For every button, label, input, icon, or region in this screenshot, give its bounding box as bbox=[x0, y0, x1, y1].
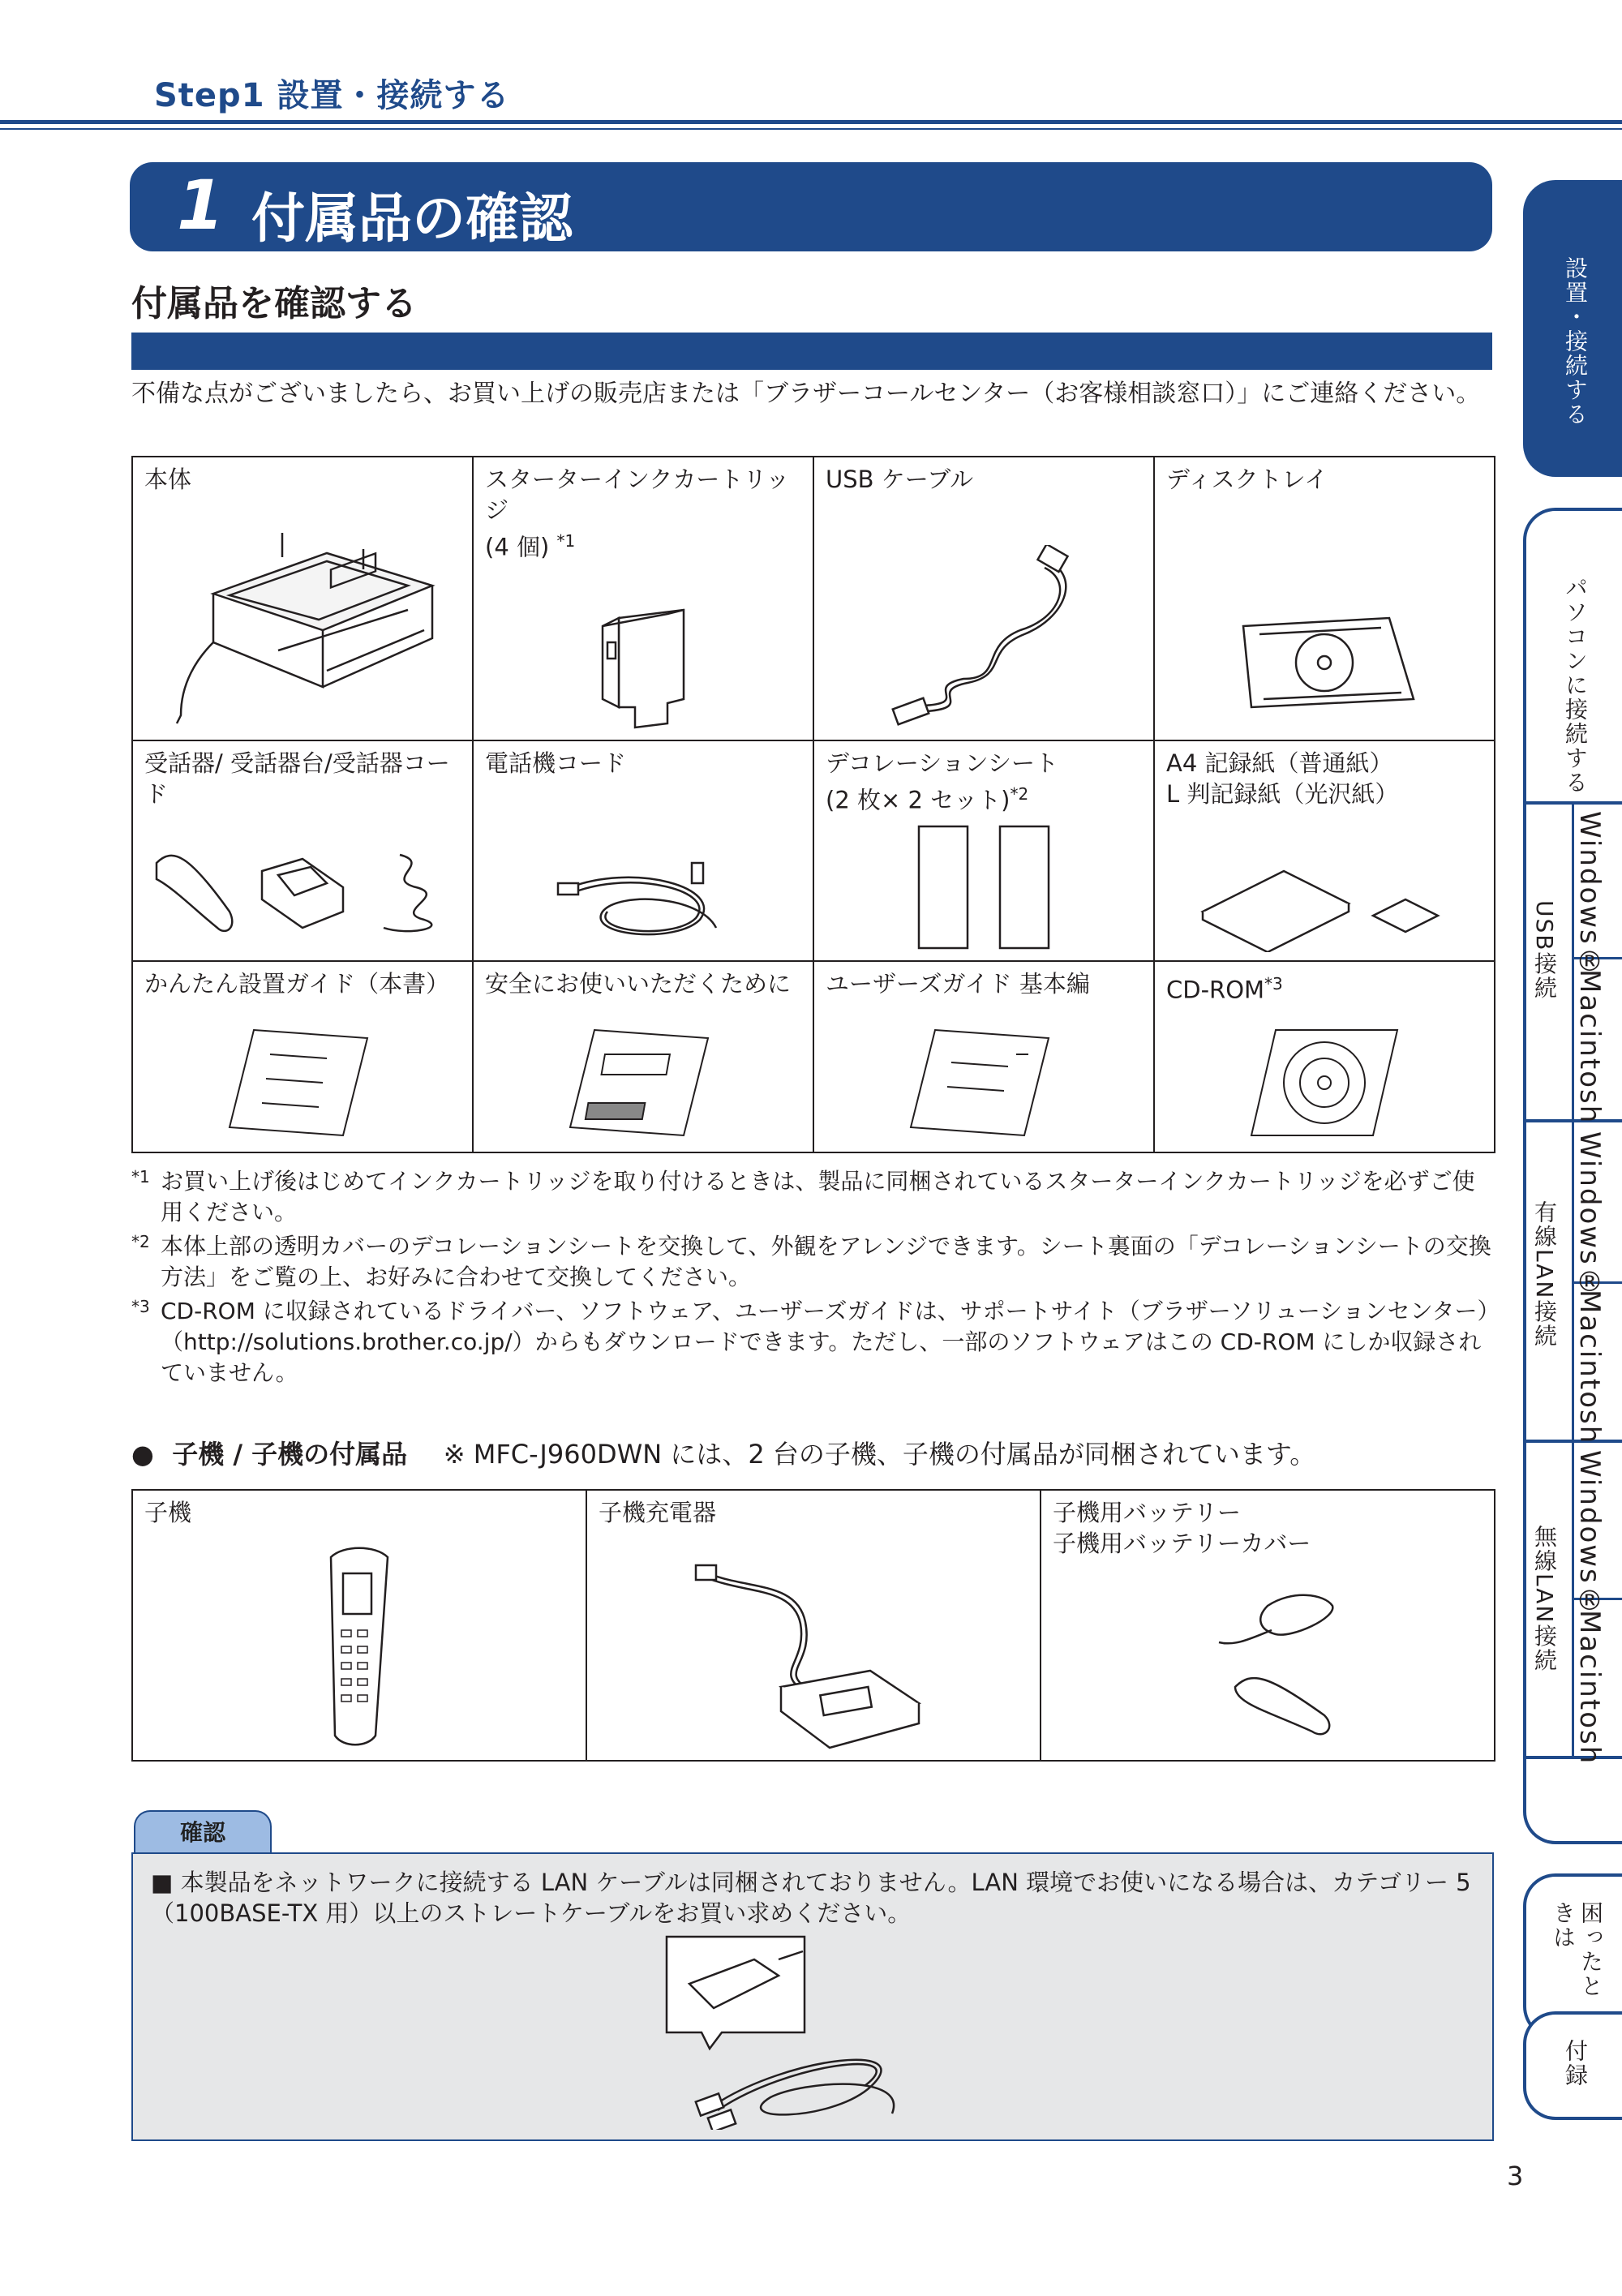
handset-table bbox=[131, 1489, 1495, 1762]
accessory-label: スターターインクカートリッジ bbox=[485, 466, 790, 524]
accessory-label-2: (4 個) $^{*1}$ bbox=[485, 531, 576, 561]
footnote-1: *1 お買い上げ後はじめてインクカートリッジを取り付けるときは、製品に同梱されているスターターインクカートリッジを必ずご使用ください。 bbox=[131, 1167, 1475, 1225]
accessory-usb-cable bbox=[813, 457, 1154, 740]
step-header: Step1 設置・接続する bbox=[154, 77, 510, 114]
handset-item-handset bbox=[132, 1490, 586, 1761]
accessory-label-2: (2 枚× 2 セット)$^{*2}$ bbox=[826, 784, 1029, 814]
accessory-label: かんたん設置ガイド（本書） bbox=[144, 970, 450, 998]
accessory-main-unit bbox=[132, 457, 473, 740]
accessory-label: CD-ROM$^{*3}$ bbox=[1166, 974, 1283, 1004]
accessory-user-guide bbox=[813, 961, 1154, 1152]
ink-cartridge-icon bbox=[474, 586, 813, 732]
handset-item-battery bbox=[1041, 1490, 1495, 1761]
tab-pc-connect[interactable]: パソコンに接続する bbox=[1523, 508, 1622, 1844]
accessory-paper bbox=[1154, 740, 1495, 961]
tab-wireless-macintosh[interactable]: Macintosh bbox=[1573, 1610, 1606, 1766]
confirm-label: 確認 bbox=[134, 1810, 272, 1854]
accessory-label: ディスクトレイ bbox=[1166, 466, 1328, 493]
receiver-set-icon bbox=[133, 839, 472, 952]
wireless-label: 無線LAN接続 bbox=[1531, 1525, 1558, 1673]
accessory-disc-tray bbox=[1154, 457, 1495, 740]
booklet-icon bbox=[474, 1022, 813, 1144]
handset-label: 子機 bbox=[144, 1499, 192, 1526]
confirm-text: ■ 本製品をネットワークに接続する LAN ケーブルは同梱されておりません。LAN 環境でお使いになる場合は、カテゴリー 5（100BASE-TX 用）以上のストレートケーブルをお買い求めください。 bbox=[151, 1869, 1471, 1927]
accessory-label-2: L 判記録紙（光沢紙） bbox=[1166, 780, 1399, 808]
handset-section-heading: ● 子機 / 子機の付属品 ※ MFC-J960DWN には、2 台の子機、子機の付属品が同梱されています。 bbox=[131, 1439, 1316, 1470]
accessory-phone-cord bbox=[473, 740, 813, 961]
tab-wired-macintosh[interactable]: Macintosh bbox=[1573, 1290, 1606, 1445]
tab-appendix[interactable]: 付録 bbox=[1523, 2011, 1622, 2120]
accessory-decoration-sheet bbox=[813, 740, 1154, 961]
lan-cable-icon bbox=[665, 1935, 957, 2133]
accessory-label: 本体 bbox=[144, 466, 192, 493]
mfc-printer-icon bbox=[133, 529, 472, 732]
tab-troubleshooting[interactable]: 困ったときは bbox=[1523, 1873, 1622, 2039]
accessory-receiver bbox=[132, 740, 473, 961]
section-title: 付属品の確認 bbox=[251, 187, 573, 250]
accessory-label: ユーザーズガイド 基本編 bbox=[826, 970, 1090, 998]
tab-usb-windows[interactable]: Windows® bbox=[1573, 811, 1606, 980]
usb-cable-icon bbox=[814, 545, 1153, 732]
accessory-label: デコレーションシート bbox=[826, 749, 1058, 777]
accessory-label: 安全にお使いいただくために bbox=[485, 970, 792, 998]
cordless-handset-icon bbox=[133, 1541, 586, 1752]
usb-label: USB接続 bbox=[1531, 900, 1558, 1001]
footnote-2: *2 本体上部の透明カバーのデコレーションシートを交換して、外観をアレンジできます。シート裏面の「デコレーションシートの交換方法」をご覧の上、お好みに合わせて交換してください。 bbox=[131, 1232, 1491, 1290]
handset-label: 子機充電器 bbox=[599, 1499, 717, 1526]
header-rule-thin bbox=[0, 128, 1622, 130]
booklet-icon bbox=[814, 1022, 1153, 1144]
handset-label-2: 子機用バッテリーカバー bbox=[1053, 1530, 1311, 1557]
phone-cord-icon bbox=[474, 847, 813, 952]
accessory-safety-manual bbox=[473, 961, 813, 1152]
subsection-bar bbox=[131, 333, 1492, 370]
page-number: 3 bbox=[1507, 2161, 1524, 2191]
charger-icon bbox=[587, 1557, 1040, 1752]
accessory-ink-cartridge bbox=[473, 457, 813, 740]
accessory-label: USB ケーブル bbox=[826, 466, 974, 493]
header-rule bbox=[0, 120, 1622, 124]
accessory-label: A4 記録紙（普通紙） bbox=[1166, 749, 1393, 777]
accessory-cd-rom bbox=[1154, 961, 1495, 1152]
paper-stack-icon bbox=[1155, 863, 1494, 952]
disc-tray-icon bbox=[1155, 602, 1494, 732]
wired-label: 有線LAN接続 bbox=[1531, 1200, 1558, 1349]
tab-usb-macintosh[interactable]: Macintosh bbox=[1573, 969, 1606, 1125]
handset-item-charger bbox=[586, 1490, 1041, 1761]
accessory-label: 受話器/ 受話器台/受話器コード bbox=[144, 749, 450, 808]
accessories-table bbox=[131, 456, 1495, 1153]
battery-icon bbox=[1041, 1573, 1494, 1752]
tab-wired-windows[interactable]: Windows® bbox=[1573, 1131, 1606, 1300]
accessory-setup-guide bbox=[132, 961, 473, 1152]
tab-setup[interactable]: 設置・接続する bbox=[1523, 180, 1622, 477]
booklet-icon bbox=[133, 1022, 472, 1144]
subsection-heading: 付属品を確認する bbox=[131, 283, 417, 324]
handset-label: 子機用バッテリー bbox=[1053, 1499, 1242, 1526]
section-number: 1 bbox=[177, 165, 225, 245]
tab-wireless-windows[interactable]: Windows® bbox=[1573, 1450, 1606, 1619]
accessory-label: 電話機コード bbox=[485, 749, 627, 777]
intro-text: 不備な点がございましたら、お買い上げの販売店または「ブラザーコールセンター（お客様相談窓口）」にご連絡ください。 bbox=[131, 380, 1481, 408]
cd-rom-icon bbox=[1155, 1022, 1494, 1144]
decoration-sheet-icon bbox=[814, 822, 1153, 952]
footnote-3: *3 CD-ROM に収録されているドライバー、ソフトウェア、ユーザーズガイドは、サポートサイト（ブラザーソリューションセンター）（http://solutions.brother.co.jp/）からもダウンロードできます。ただし、一部のソフトウェアはこの CD-ROM にしか収録されていません。 bbox=[131, 1297, 1489, 1386]
